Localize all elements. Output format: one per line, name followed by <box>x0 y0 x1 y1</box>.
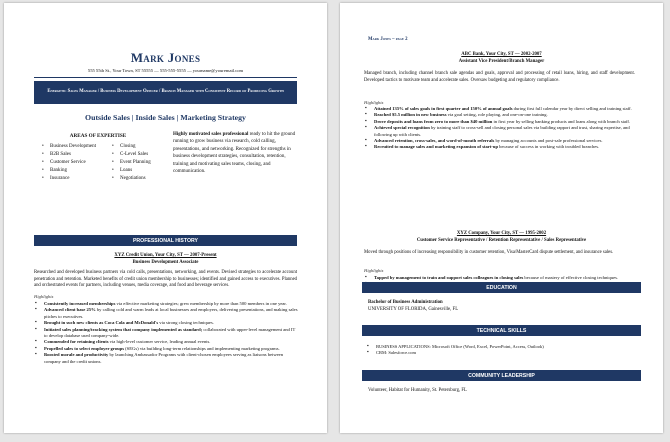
education-entry <box>368 300 458 313</box>
list-item: ▪ BUSINESS APPLICATIONS: Microsoft Office (Word, Excel, PowerPoint, Access, Outlook) <box>366 344 637 350</box>
list-item: • B2B Sales <box>42 151 96 159</box>
section-professional-history: PROFESSIONAL HISTORY <box>34 235 297 246</box>
list-item: • Customer Service <box>42 159 96 167</box>
tagline: Outside Sales | Inside Sales | Marketing Strategy <box>85 113 246 122</box>
section-technical-skills: TECHNICAL SKILLS <box>362 325 641 336</box>
highlights-label: Highlights <box>34 294 54 299</box>
list-item: • Event Planning <box>112 159 151 167</box>
section-community-leadership: COMMUNITY LEADERSHIP <box>362 370 641 381</box>
degree: Bachelor of Business Administration <box>368 300 443 305</box>
school: UNIVERSITY OF FLORIDA, Gainesville, FL <box>368 306 459 312</box>
resume-name: Mark Jones <box>130 50 201 65</box>
list-item: • Insurance <box>42 175 96 183</box>
job-1-header <box>4 253 327 266</box>
summary-lead: Highly motivated sales professional <box>173 132 249 137</box>
list-item: ▪ CRM: Salesforce.com <box>366 350 637 356</box>
skills-list <box>366 344 637 357</box>
job-2-header <box>340 52 663 65</box>
list-item: ▪ Consistently increased memberships via effective marketing strategies; grew membership by more than 500 members in one year. <box>34 301 299 307</box>
summary-paragraph <box>173 131 297 175</box>
list-item: ▪ Achieved special recognition by training staff to cross-sell and closing personal sales via building rapport and trust, sharing expertise, and following up with clients. <box>364 125 637 138</box>
list-item: ▪ Drove deposits and loans from zero to more than $40 million in first year by selling banking products and loans along with branch staff. <box>364 119 637 125</box>
list-item: ▪ Advanced retention, cross-sales, and word-of-mouth referrals by managing accounts and post-sale professional services. <box>364 138 637 144</box>
list-item: ▪ Propelled sales to select employer groups (SEGs) via building long-term relationships and implementing marketing programs. <box>34 346 299 352</box>
job-1-description: Researched and developed business partners via cold calls, presentations, networking, and events. Devised strategies to accelerate account penetration and retention. Marketed benefits of credit union membership to businesses; identified and gained access to executives. Planned and orchestrated events for partners, including venues, media coverage, and food and beverage services. <box>34 270 297 289</box>
list-item: • Closing <box>112 143 151 151</box>
contact-line: 555 55th St., Your Town, ST 55555 — 555-555-5555 — yourname@youremail.com <box>87 68 244 73</box>
resume-page-2 <box>340 3 663 433</box>
resume-page-1 <box>4 3 327 433</box>
highlights-label: Highlights <box>364 100 384 105</box>
highlights-label: Highlights <box>364 268 384 273</box>
list-item: ▪ Advanced client base 25% by calling cold and warm leads at local businesses and employers, delivering presentations, and making sales pitches to executives. <box>34 307 299 320</box>
job-3-title: Customer Service Representative / Retention Representative / Sales Representative <box>416 237 587 243</box>
list-item: ▪ Tapped by management to train and support sales colleagues in closing sales because of mastery of effective closing techniques. <box>364 275 635 281</box>
expertise-list-1 <box>42 143 96 183</box>
list-item: ▪ Reached $5.5 million in new business via goal setting, role playing, and one-on-one training. <box>364 112 637 118</box>
divider <box>34 77 297 78</box>
expertise-title: AREAS OF EXPERTISE <box>69 133 127 139</box>
job-3-company: XYZ Company, Your City, ST — 1995-2002 <box>456 231 547 236</box>
job-1-company: XYZ Credit Union, Your City, ST — 2007-Present <box>114 253 217 258</box>
job-1-highlights <box>34 301 299 365</box>
list-item: • Business Development <box>42 143 96 151</box>
page-2-header: Mark Jones – page 2 <box>368 37 408 42</box>
list-item: ▪ Boosted morale and productivity by launching Ambassador Programs with client-chosen employees serving as liaisons between company and the credit unions. <box>34 352 299 365</box>
list-item: ▪ Attained 135% of sales goals in first quarter and 150% of annual goals during first full calendar year by direct selling and training staff. <box>364 106 637 112</box>
job-2-highlights <box>364 106 637 151</box>
job-1-title: Business Development Associate <box>132 259 199 265</box>
list-item: • Negotiations <box>112 175 151 183</box>
job-2-company: ABC Bank, Your City, ST — 2002-2007 <box>461 52 542 57</box>
job-2-title: Assistant Vice President/Branch Manager <box>458 58 545 64</box>
list-item: • Banking <box>42 167 96 175</box>
list-item: ▪ Brought in such new clients as Coca Cola and McDonald's via strong closing techniques. <box>34 320 299 326</box>
summary-text: ready to hit the ground running to grow business via research, cold calling, presentations, and networking. Recognized for strengths in business development strategies, consultation, retention, training and motivating sales teams, closing, and communication. <box>173 132 296 175</box>
expertise-list-2 <box>112 143 151 183</box>
list-item: ▪ Initiated sales planning/tracking system that company implemented as standard; collaborated with upper-level management and IT to develop database used company-wide. <box>34 327 299 340</box>
community-entry: Volunteer, Habitat for Humanity, St. Petersburg, FL <box>368 388 467 393</box>
list-item: ▪ Recruited to manage sales and marketing expansion of start-up because of success in working with troubled branches. <box>364 144 637 150</box>
section-education: EDUCATION <box>362 282 641 293</box>
list-item: • Loans <box>112 167 151 175</box>
job-3-description: Moved through positions of increasing responsibility in customer retention, Visa/MasterCard dispute settlement, and insurance sales. <box>364 250 614 255</box>
job-2-description: Managed branch, including channel branch sale agendas and goals, approval and processing of retail loans, hiring, and staff development. Developed tactics to motivate team and accelerate sales. Oversaw budgeting and regulatory compliance. <box>364 71 635 83</box>
headline-banner: Energetic Sales Manager / Business Development Officer / Branch Manager with Consistent Record of Producing Growth <box>34 81 297 104</box>
list-item: • C-Level Sales <box>112 151 151 159</box>
list-item: ▪ Commended for retaining clients via high-level customer service, leading annual events. <box>34 339 299 345</box>
job-3-header <box>340 231 663 244</box>
